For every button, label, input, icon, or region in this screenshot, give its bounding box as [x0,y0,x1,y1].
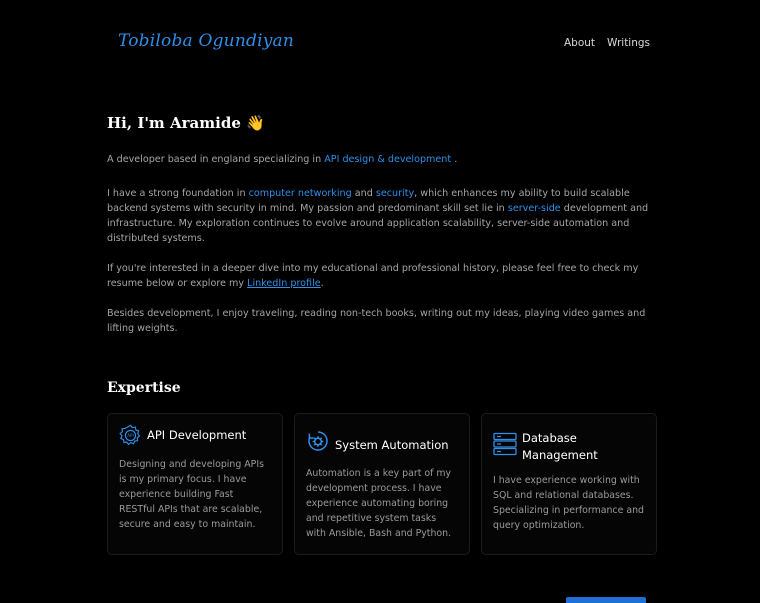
expertise-card-api [107,413,283,555]
greeting-heading: Hi, I'm Aramide 👋 [107,114,265,132]
highlight-server-side: server-side [507,203,561,214]
highlight-security: security [375,188,415,199]
nav-writings[interactable]: Writings [607,37,651,49]
expertise-heading: Expertise [107,380,181,396]
intro-paragraph-3: If you're interested in a deeper dive into my educational and professional history, please feel free to check my resume below or explore my LinkedIn profile. [107,263,639,289]
main-nav [564,37,650,49]
api-gear-icon [119,424,142,447]
intro-paragraph-2: I have a strong foundation in computer networking and security, which enhances my ability to build scalable backend systems with security in mind. My passion and predominant skill set lie in server-side development and infrastructure. My exploration continues to evolve around application scalability, server-side automation and distributed systems. [107,188,649,244]
card-title: Database Management [522,431,598,462]
card-description: Automation is a key part of my development process. I have experience automating boring and repetitive system tasks with Ansible, Bash and Python. [306,468,452,539]
database-icon [493,432,517,456]
intro-section [107,114,667,351]
card-title: System Automation [335,438,449,452]
expertise-card-database [481,413,657,555]
intro-paragraph-1: A developer based in england specializing in API design & development . [107,154,458,165]
highlight-networking: computer networking [248,188,352,199]
expertise-card-automation [294,413,470,555]
linkedin-profile-link[interactable]: LinkedIn profile [247,278,321,289]
site-logo[interactable]: Tobiloba Ogundiyan [118,31,294,51]
nav-about[interactable]: About [564,37,596,49]
card-description: I have experience working with SQL and relational databases. Specializing in performance and query optimization. [493,475,644,531]
intro-paragraph-4: Besides development, I enjoy traveling, reading non-tech books, writing out my ideas, playing video games and lifting weights. [107,308,646,334]
highlight-api-design: API design & development [324,154,452,165]
card-description: Designing and developing APIs is my primary focus. I have experience building Fast RESTful APIs that are scalable, secure and easy to maintain. [119,459,264,530]
automation-gear-icon [306,429,330,453]
card-title: API Development [147,428,247,442]
svg-text:API: API [127,433,134,439]
resume-button-partial[interactable] [566,597,646,603]
